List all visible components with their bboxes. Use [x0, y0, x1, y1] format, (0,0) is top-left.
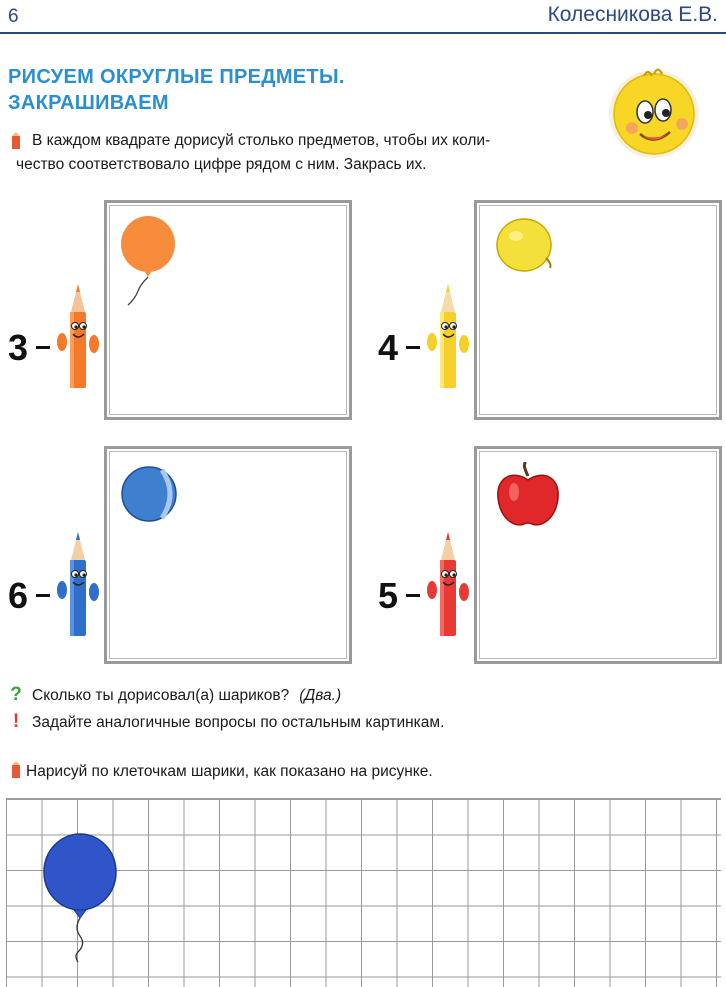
instruction-2-text: Нарисуй по клеточкам шарики, как показано на рисунке. — [26, 763, 433, 780]
note-text: Задайте аналогичные вопросы по остальным картинкам. — [32, 714, 445, 731]
task-dash — [36, 346, 50, 349]
question-text: Сколько ты дорисовал(а) шариков? — [32, 687, 290, 704]
note-line — [8, 711, 444, 733]
page-number: 6 — [8, 6, 19, 27]
task-dash — [406, 346, 420, 349]
instruction-1-line-2: чество соответствовало цифре рядом с ним. Закрась их. — [16, 156, 427, 173]
title-line-1: РИСУЕМ ОКРУГЛЫЕ ПРЕДМЕТЫ. — [8, 66, 345, 88]
task-number-5: 5 — [378, 575, 399, 616]
lemon-icon — [494, 214, 558, 276]
ball-icon — [120, 466, 182, 522]
smiley-sun-icon — [604, 62, 702, 162]
instruction-1-line-1: В каждом квадрате дорисуй столько предметов, чтобы их коли- — [32, 132, 491, 149]
question-answer: (Два.) — [299, 687, 342, 704]
question-mark-icon: ? — [10, 684, 22, 705]
task-dash — [36, 594, 50, 597]
pencil-icon — [12, 132, 20, 149]
pencil-character-orange — [56, 282, 100, 390]
balloon-icon — [118, 214, 180, 314]
pencil-character-yellow — [426, 282, 470, 390]
pencil-icon — [12, 761, 20, 778]
title-line-2: ЗАКРАШИВАЕМ — [8, 92, 169, 114]
author-name: Колесникова Е.В. — [547, 3, 718, 26]
pencil-character-red — [426, 530, 470, 638]
task-number-6: 6 — [8, 575, 29, 616]
balloon-icon — [40, 832, 120, 964]
header-rule — [0, 32, 726, 34]
page-title — [8, 64, 345, 116]
question-line — [8, 684, 341, 706]
pencil-character-blue — [56, 530, 100, 638]
task-number-4: 4 — [378, 327, 399, 368]
instruction-2 — [8, 761, 433, 781]
exclamation-mark-icon: ! — [12, 711, 20, 732]
task-number-3: 3 — [8, 327, 29, 368]
apple-icon — [494, 462, 562, 530]
task-dash — [406, 594, 420, 597]
instruction-1 — [8, 129, 588, 177]
